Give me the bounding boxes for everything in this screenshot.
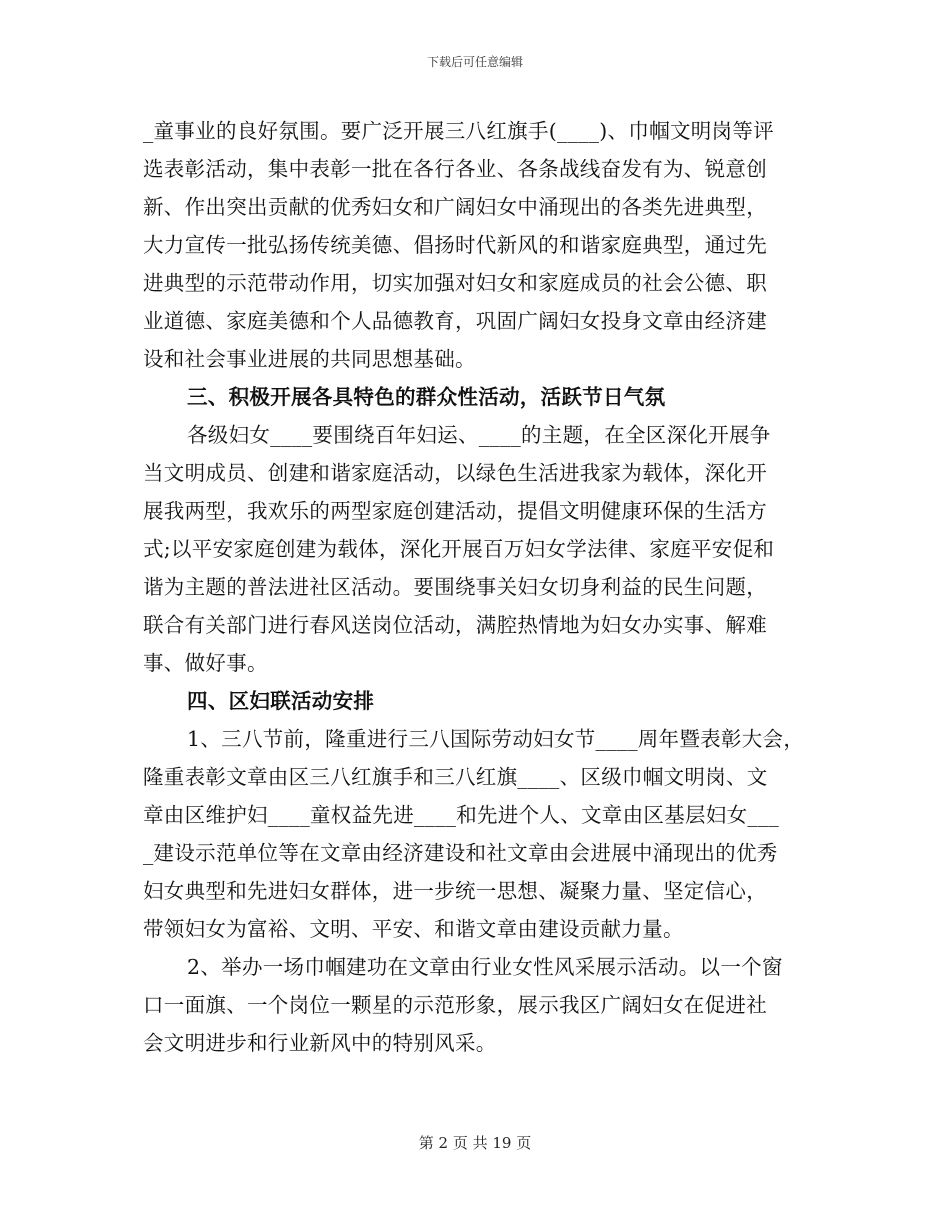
paragraph-line: 进典型的示范带动作用，切实加强对妇女和家庭成员的社会公德、职 xyxy=(143,271,767,295)
paragraph-line: 谐为主题的普法进社区活动。要围绕事关妇女切身利益的民生问题， xyxy=(143,575,767,599)
section-heading-4: 四、区妇联活动安排 xyxy=(187,689,375,713)
paragraph-line: 新、作出突出贡献的优秀妇女和广阔妇女中涌现出的各类先进典型， xyxy=(143,195,767,219)
paragraph-line: 会文明进步和行业新风中的特别风采。 xyxy=(143,1031,497,1055)
paragraph-line: _建设示范单位等在文章由经济建设和社文章由会进展中涌现出的优秀 xyxy=(143,841,778,865)
section-heading-3: 三、积极开展各具特色的群众性活动，活跃节日气氛 xyxy=(187,385,666,409)
paragraph-line: 带领妇女为富裕、文明、平安、和谐文章由建设贡献力量。 xyxy=(143,917,684,941)
paragraph-line: 当文明成员、创建和谐家庭活动，以绿色生活进我家为载体，深化开 xyxy=(143,461,767,485)
paragraph-line: 章由区维护妇____童权益先进____和先进个人、文章由区基层妇女___ xyxy=(143,803,780,827)
paragraph-line: 联合有关部门进行春风送岗位活动，满腔热情地为妇女办实事、解难 xyxy=(143,613,767,637)
paragraph-line: 设和社会事业进展的共同思想基础。 xyxy=(143,347,476,371)
paragraph-line: 隆重表彰文章由区三八红旗手和三八红旗____、区级巾帼文明岗、文 xyxy=(143,765,768,789)
paragraph-line: 各级妇女____要围绕百年妇运、____的主题，在全区深化开展争 xyxy=(187,423,771,447)
paragraph-line: 妇女典型和先进妇女群体，进一步统一思想、凝聚力量、坚定信心， xyxy=(143,879,767,903)
page-header-note: 下载后可任意编辑 xyxy=(426,55,523,69)
paragraph-line: _童事业的良好氛围。要广泛开展三八红旗手(____)、巾帼文明岗等评 xyxy=(143,119,774,143)
paragraph-line: 式;以平安家庭创建为载体，深化开展百万妇女学法律、家庭平安促和 xyxy=(143,537,775,561)
document-body xyxy=(143,112,813,1062)
paragraph-line: 大力宣传一批弘扬传统美德、倡扬时代新风的和谐家庭典型，通过先 xyxy=(143,233,767,257)
paragraph-line: 展我两型，我欢乐的两型家庭创建活动，提倡文明健康环保的生活方 xyxy=(143,499,767,523)
paragraph-line: 2、举办一场巾帼建功在文章由行业女性风采展示活动。以一个窗 xyxy=(187,955,783,979)
paragraph-line: 口一面旗、一个岗位一颗星的示范形象，展示我区广阔妇女在促进社 xyxy=(143,993,767,1017)
paragraph-line: 业道德、家庭美德和个人品德教育，巩固广阔妇女投身文章由经济建 xyxy=(143,309,767,333)
paragraph-line: 事、做好事。 xyxy=(143,651,268,675)
page-number: 第 2 页 共 19 页 xyxy=(418,1134,532,1152)
paragraph-line: 选表彰活动，集中表彰一批在各行各业、各条战线奋发有为、锐意创 xyxy=(143,157,767,181)
paragraph-line: 1、三八节前，隆重进行三八国际劳动妇女节____周年暨表彰大会， xyxy=(187,727,805,751)
